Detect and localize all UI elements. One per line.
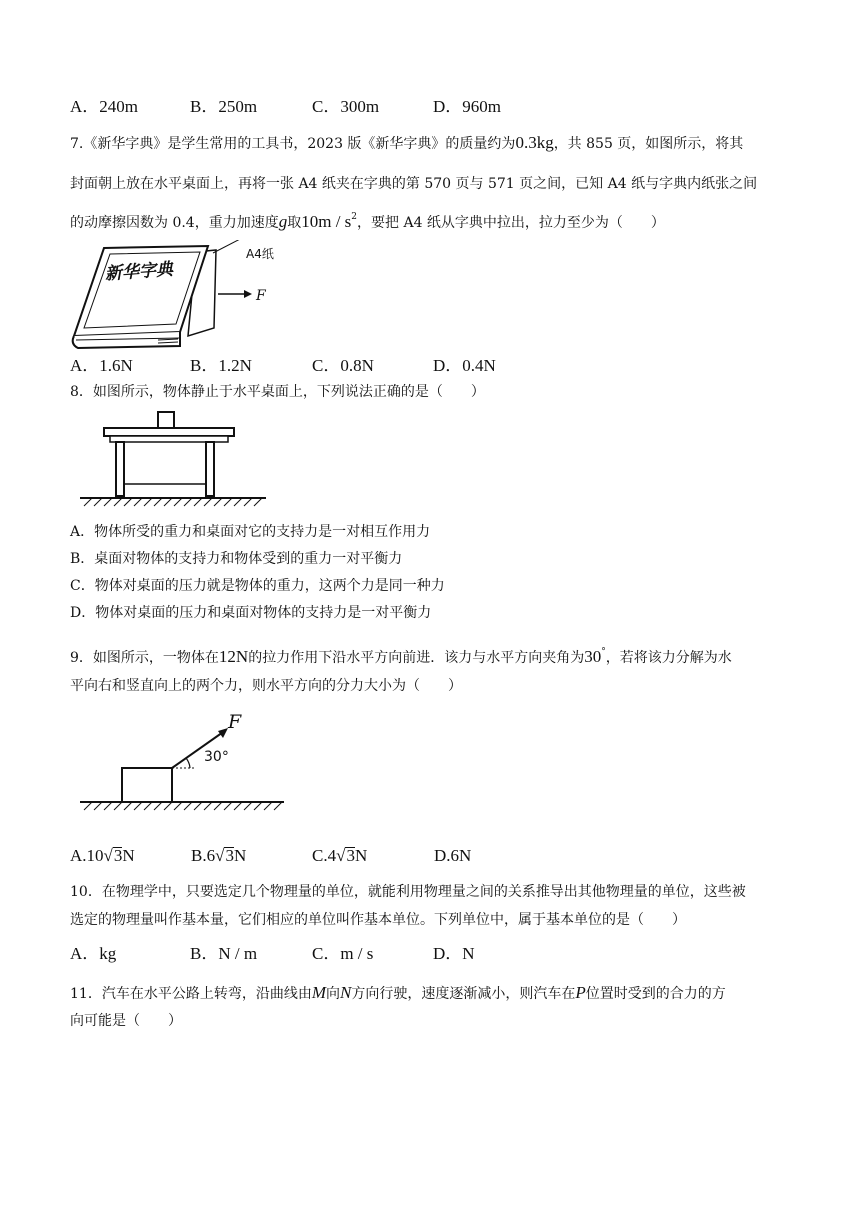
q7-a4-label: A4纸	[246, 247, 274, 261]
q9-option-b: B.6√3N	[191, 846, 247, 865]
q11-stem-line-2: 向可能是（ ）	[70, 1013, 182, 1029]
q7-text: 7.《新华字典》是学生常用的工具书，2023 版《新华字典》的质量约为	[70, 136, 516, 152]
q9-stem-line-1	[70, 642, 732, 668]
q8-option-a: A．物体所受的重力和桌面对它的支持力是一对相互作用力	[70, 524, 431, 540]
q7-g-exponent: 2	[351, 212, 358, 222]
q7-text: ，要把 A4 纸从字典中拉出，拉力至少为（ ）	[357, 215, 665, 231]
q11-text: 方向行驶，速度逐渐减小，则汽车在	[351, 986, 576, 1002]
q9-option-a-radicand: 3	[113, 846, 123, 865]
q7-text: 取	[287, 215, 302, 231]
q9-text: ，若将该力分解为水	[605, 650, 732, 666]
q9-option-c-unit: N	[354, 846, 368, 865]
q9-force-label: F	[228, 711, 242, 733]
q6-option-c: C．300m	[312, 97, 380, 116]
q10-option-d: D．N	[433, 944, 475, 963]
q8-option-b: B．桌面对物体的支持力和物体受到的重力一对平衡力	[70, 551, 403, 567]
q9-option-a: A.10√3N	[70, 846, 135, 865]
q11-point-p: P	[575, 983, 586, 1002]
q10-stem-line-1: 10．在物理学中，只要选定几个物理量的单位，就能利用物理量之间的关系推导出其他物理量的单位，这些被	[70, 884, 746, 900]
q11-point-n: N	[340, 983, 352, 1002]
q8-option-c: C．物体对桌面的压力就是物体的重力，这两个力是同一种力	[70, 578, 445, 594]
q11-stem-line-1	[70, 983, 726, 1004]
q6-option-b: B．250m	[190, 97, 258, 116]
q9-force-figure	[78, 712, 288, 812]
q7-option-d: D．0.4N	[433, 356, 496, 375]
q7-option-a: A．1.6N	[70, 356, 133, 375]
q9-text: 9．如图所示，一物体在	[70, 650, 219, 666]
q7-force-label: F	[256, 288, 266, 304]
q8-option-d: D．物体对桌面的压力和桌面对物体的支持力是一对平衡力	[70, 605, 432, 621]
q10-stem-line-2: 选定的物理量叫作基本量，它们相应的单位叫作基本单位。下列单位中，属于基本单位的是（ ）	[70, 912, 686, 928]
q9-angle-label: 30°	[204, 749, 229, 765]
q9-option-c-radicand: 3	[346, 846, 355, 865]
q8-table-figure	[78, 410, 268, 508]
q11-text: 向	[326, 986, 340, 1002]
q10-option-c: C．m / s	[312, 944, 374, 963]
q9-option-a-unit: N	[122, 846, 135, 865]
q7-stem-line-1	[70, 133, 743, 154]
q7-g-symbol: g	[278, 212, 288, 231]
q9-option-c-prefix: C.4	[312, 846, 337, 865]
q10-option-a: A．kg	[70, 944, 117, 963]
q8-stem: 8．如图所示，物体静止于水平桌面上，下列说法正确的是（ ）	[70, 384, 485, 400]
q6-option-a: A．240m	[70, 97, 138, 116]
q7-mass: 0.3kg	[515, 133, 554, 152]
q9-text: 的拉力作用下沿水平方向前进．该力与水平方向夹角为	[248, 650, 585, 666]
q9-option-d: D.6N	[434, 846, 472, 865]
q9-force-value: 12N	[218, 647, 249, 666]
q7-text: 的动摩擦因数为 0.4，重力加速度	[70, 215, 279, 231]
q7-option-c: C．0.8N	[312, 356, 374, 375]
q11-text: 位置时受到的合力的方	[585, 986, 726, 1002]
q7-g-value: 10m / s	[301, 212, 352, 231]
q11-point-m: M	[311, 983, 326, 1002]
q7-text: ，共 855 页，如图所示，将其	[553, 136, 744, 152]
q9-degree: °	[601, 647, 606, 657]
q10-option-b: B．N / m	[190, 944, 258, 963]
q7-option-b: B．1.2N	[190, 356, 252, 375]
q9-option-a-prefix: A.10	[70, 846, 104, 865]
q9-option-c: C.4√3N	[312, 846, 368, 865]
q9-angle-value: 30	[584, 647, 602, 666]
q7-stem-line-3	[70, 207, 665, 233]
q6-option-d: D．960m	[433, 97, 501, 116]
q11-text: 11．汽车在水平公路上转弯，沿曲线由	[70, 986, 312, 1002]
q9-stem-line-2: 平向右和竖直向上的两个力，则水平方向的分力大小为（ ）	[70, 678, 462, 694]
q9-option-b-radicand: 3	[225, 846, 234, 865]
q9-option-b-unit: N	[233, 846, 247, 865]
q9-option-b-prefix: B.6	[191, 846, 216, 865]
q7-stem-line-2: 封面朝上放在水平桌面上，再将一张 A4 纸夹在字典的第 570 页与 571 页之间，已知 A4 纸与字典内纸张之间	[70, 176, 758, 192]
q7-book-title: 新华字典	[104, 259, 174, 285]
